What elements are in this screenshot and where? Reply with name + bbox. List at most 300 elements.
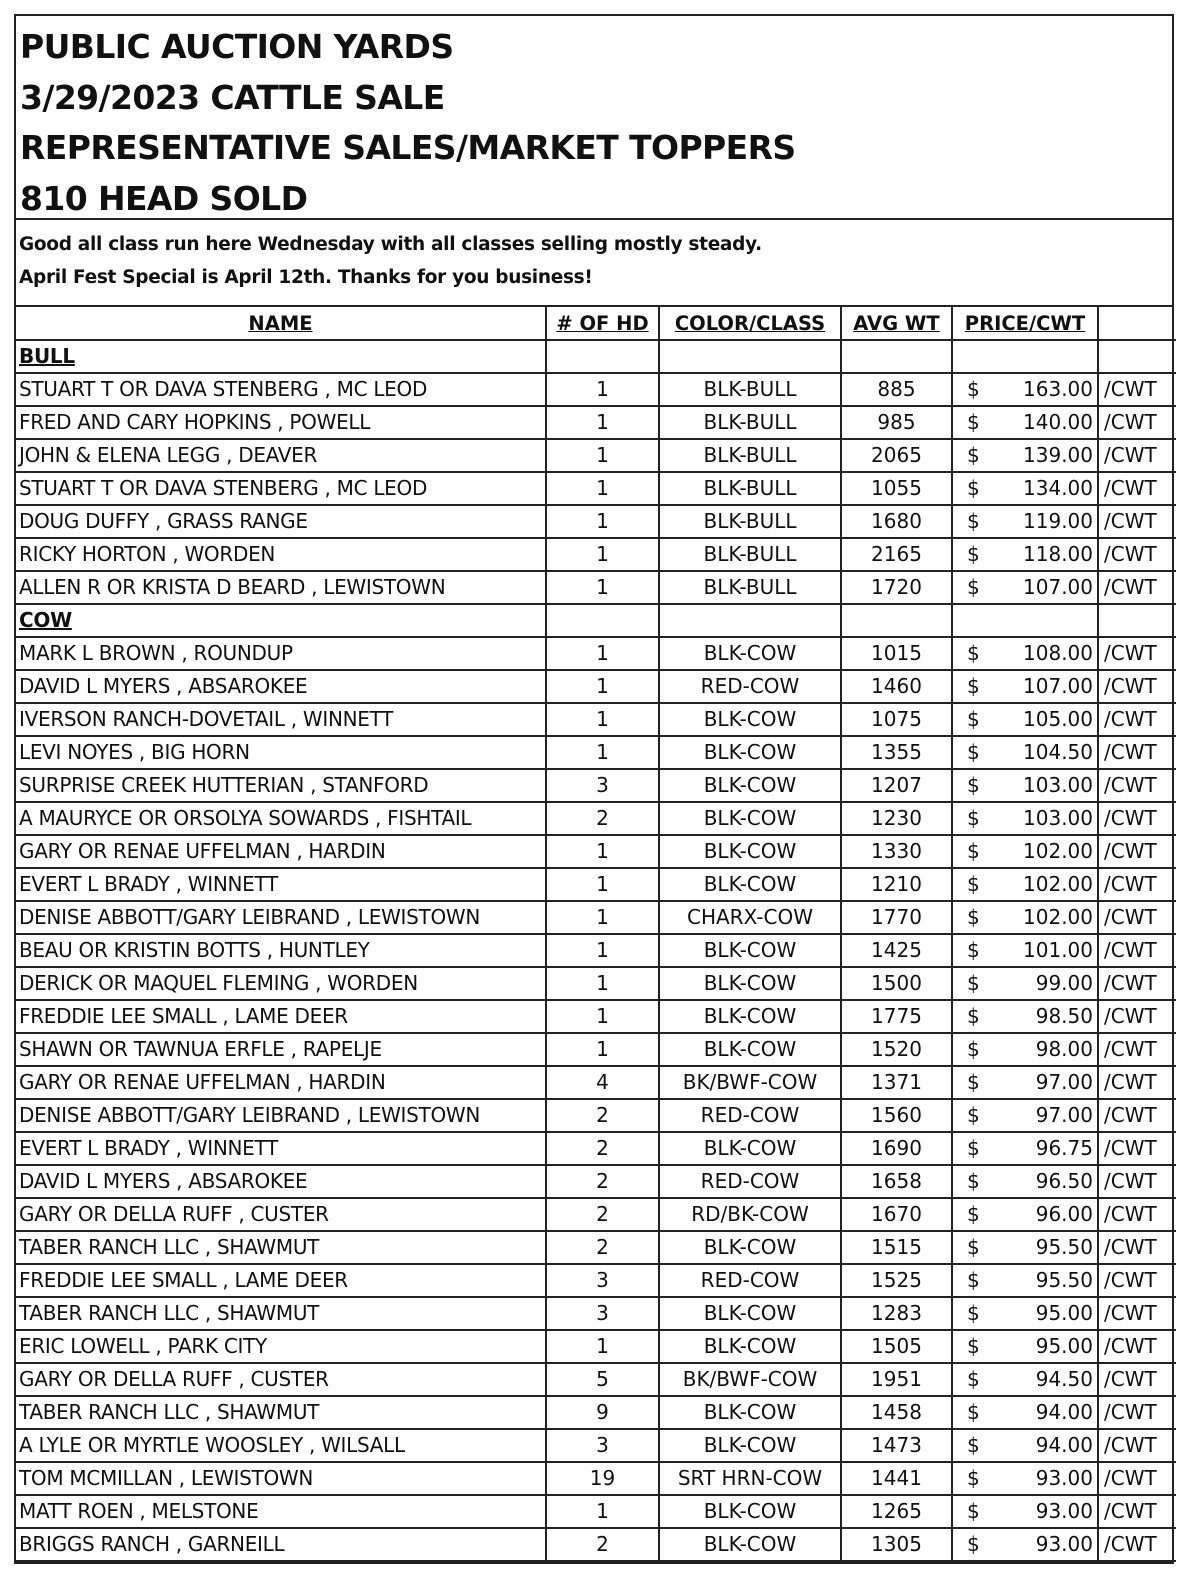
price-unit: /CWT (1098, 571, 1176, 604)
color-class: BLK-COW (659, 1231, 841, 1264)
table-row (16, 1000, 1176, 1033)
seller-name: JOHN & ELENA LEGG , DEAVER (16, 439, 546, 472)
head-count: 5 (546, 1363, 659, 1396)
table-row (16, 472, 1176, 505)
currency-symbol: $ (952, 1066, 996, 1099)
price-unit: /CWT (1098, 769, 1176, 802)
table-row (16, 1033, 1176, 1066)
price-unit: /CWT (1098, 1165, 1176, 1198)
table-row (16, 1363, 1176, 1396)
avg-weight: 985 (841, 406, 952, 439)
avg-weight: 1425 (841, 934, 952, 967)
color-class: RED-COW (659, 1099, 841, 1132)
price-unit: /CWT (1098, 1264, 1176, 1297)
seller-name: A MAURYCE OR ORSOLYA SOWARDS , FISHTAIL (16, 802, 546, 835)
price-unit: /CWT (1098, 703, 1176, 736)
head-count: 1 (546, 637, 659, 670)
table-row (16, 406, 1176, 439)
section-header-row (16, 340, 1176, 373)
price-value: 98.00 (996, 1033, 1098, 1066)
table-row (16, 505, 1176, 538)
currency-symbol: $ (952, 934, 996, 967)
price-value: 103.00 (996, 802, 1098, 835)
price-unit: /CWT (1098, 406, 1176, 439)
price-value: 93.00 (996, 1462, 1098, 1495)
price-value: 94.00 (996, 1396, 1098, 1429)
head-count: 1 (546, 373, 659, 406)
currency-symbol: $ (952, 571, 996, 604)
price-value: 95.50 (996, 1231, 1098, 1264)
price-value: 96.00 (996, 1198, 1098, 1231)
currency-symbol: $ (952, 1363, 996, 1396)
color-class: RED-COW (659, 670, 841, 703)
color-class: BLK-COW (659, 835, 841, 868)
currency-symbol: $ (952, 901, 996, 934)
sale-report-sheet (14, 14, 1174, 1564)
seller-name: TOM MCMILLAN , LEWISTOWN (16, 1462, 546, 1495)
empty-cell (659, 604, 841, 637)
column-header-head-count: # OF HD (546, 307, 659, 340)
price-unit: /CWT (1098, 1528, 1176, 1561)
report-title-block (16, 16, 1172, 220)
table-row (16, 670, 1176, 703)
price-unit: /CWT (1098, 967, 1176, 1000)
currency-symbol: $ (952, 1264, 996, 1297)
color-class: BLK-COW (659, 1297, 841, 1330)
color-class: BLK-BULL (659, 373, 841, 406)
table-row (16, 637, 1176, 670)
color-class: BLK-BULL (659, 439, 841, 472)
currency-symbol: $ (952, 439, 996, 472)
head-count: 1 (546, 1000, 659, 1033)
price-unit: /CWT (1098, 934, 1176, 967)
seller-name: MARK L BROWN , ROUNDUP (16, 637, 546, 670)
price-unit: /CWT (1098, 505, 1176, 538)
empty-cell (1098, 340, 1176, 373)
price-unit: /CWT (1098, 670, 1176, 703)
currency-symbol: $ (952, 736, 996, 769)
seller-name: FREDDIE LEE SMALL , LAME DEER (16, 1264, 546, 1297)
currency-symbol: $ (952, 769, 996, 802)
seller-name: DERICK OR MAQUEL FLEMING , WORDEN (16, 967, 546, 1000)
color-class: RED-COW (659, 1165, 841, 1198)
section-header-row (16, 604, 1176, 637)
price-unit: /CWT (1098, 1033, 1176, 1066)
avg-weight: 1505 (841, 1330, 952, 1363)
color-class: BLK-BULL (659, 538, 841, 571)
currency-symbol: $ (952, 1495, 996, 1528)
seller-name: DAVID L MYERS , ABSAROKEE (16, 1165, 546, 1198)
table-row (16, 1231, 1176, 1264)
head-count: 1 (546, 505, 659, 538)
color-class: BLK-COW (659, 1528, 841, 1561)
section-label: BULL (16, 340, 546, 373)
table-row (16, 1429, 1176, 1462)
price-unit: /CWT (1098, 1000, 1176, 1033)
price-value: 102.00 (996, 835, 1098, 868)
price-value: 94.00 (996, 1429, 1098, 1462)
section-label: COW (16, 604, 546, 637)
avg-weight: 1055 (841, 472, 952, 505)
column-header-color-class: COLOR/CLASS (659, 307, 841, 340)
currency-symbol: $ (952, 505, 996, 538)
price-value: 97.00 (996, 1066, 1098, 1099)
price-unit: /CWT (1098, 373, 1176, 406)
price-unit: /CWT (1098, 1132, 1176, 1165)
head-count: 19 (546, 1462, 659, 1495)
table-row (16, 1396, 1176, 1429)
price-value: 104.50 (996, 736, 1098, 769)
empty-cell (841, 604, 952, 637)
price-unit: /CWT (1098, 1297, 1176, 1330)
report-title-line: 3/29/2023 CATTLE SALE (20, 77, 445, 117)
price-value: 139.00 (996, 439, 1098, 472)
seller-name: SHAWN OR TAWNUA ERFLE , RAPELJE (16, 1033, 546, 1066)
price-unit: /CWT (1098, 736, 1176, 769)
color-class: BLK-COW (659, 802, 841, 835)
head-count: 1 (546, 967, 659, 1000)
price-unit: /CWT (1098, 1099, 1176, 1132)
currency-symbol: $ (952, 1132, 996, 1165)
price-unit: /CWT (1098, 1429, 1176, 1462)
table-row (16, 1066, 1176, 1099)
head-count: 1 (546, 934, 659, 967)
price-unit: /CWT (1098, 1363, 1176, 1396)
seller-name: MATT ROEN , MELSTONE (16, 1495, 546, 1528)
head-count: 2 (546, 802, 659, 835)
color-class: BLK-COW (659, 769, 841, 802)
price-value: 95.50 (996, 1264, 1098, 1297)
price-value: 105.00 (996, 703, 1098, 736)
head-count: 1 (546, 406, 659, 439)
seller-name: SURPRISE CREEK HUTTERIAN , STANFORD (16, 769, 546, 802)
price-value: 99.00 (996, 967, 1098, 1000)
price-value: 107.00 (996, 670, 1098, 703)
price-unit: /CWT (1098, 1330, 1176, 1363)
color-class: BLK-COW (659, 1396, 841, 1429)
price-value: 95.00 (996, 1297, 1098, 1330)
currency-symbol: $ (952, 1033, 996, 1066)
seller-name: EVERT L BRADY , WINNETT (16, 868, 546, 901)
avg-weight: 1670 (841, 1198, 952, 1231)
seller-name: GARY OR DELLA RUFF , CUSTER (16, 1363, 546, 1396)
table-row (16, 1132, 1176, 1165)
table-row (16, 736, 1176, 769)
table-row (16, 1495, 1176, 1528)
price-value: 97.00 (996, 1099, 1098, 1132)
avg-weight: 1720 (841, 571, 952, 604)
avg-weight: 1371 (841, 1066, 952, 1099)
table-row (16, 1165, 1176, 1198)
color-class: BLK-COW (659, 868, 841, 901)
table-row (16, 1264, 1176, 1297)
avg-weight: 1283 (841, 1297, 952, 1330)
price-unit: /CWT (1098, 439, 1176, 472)
color-class: BLK-BULL (659, 571, 841, 604)
price-value: 140.00 (996, 406, 1098, 439)
color-class: RED-COW (659, 1264, 841, 1297)
price-unit: /CWT (1098, 637, 1176, 670)
currency-symbol: $ (952, 703, 996, 736)
table-row (16, 802, 1176, 835)
avg-weight: 1500 (841, 967, 952, 1000)
seller-name: ERIC LOWELL , PARK CITY (16, 1330, 546, 1363)
currency-symbol: $ (952, 406, 996, 439)
price-value: 98.50 (996, 1000, 1098, 1033)
table-row (16, 868, 1176, 901)
avg-weight: 1458 (841, 1396, 952, 1429)
price-unit: /CWT (1098, 901, 1176, 934)
seller-name: GARY OR RENAE UFFELMAN , HARDIN (16, 1066, 546, 1099)
price-value: 118.00 (996, 538, 1098, 571)
head-count: 3 (546, 1297, 659, 1330)
head-count: 2 (546, 1099, 659, 1132)
currency-symbol: $ (952, 1231, 996, 1264)
currency-symbol: $ (952, 1528, 996, 1561)
seller-name: LEVI NOYES , BIG HORN (16, 736, 546, 769)
table-row (16, 835, 1176, 868)
report-title-line: 810 HEAD SOLD (20, 178, 308, 218)
color-class: BLK-BULL (659, 406, 841, 439)
seller-name: STUART T OR DAVA STENBERG , MC LEOD (16, 373, 546, 406)
market-note-line: Good all class run here Wednesday with all classes selling mostly steady. (19, 234, 762, 255)
head-count: 1 (546, 439, 659, 472)
empty-cell (952, 340, 1098, 373)
head-count: 9 (546, 1396, 659, 1429)
avg-weight: 1207 (841, 769, 952, 802)
avg-weight: 2165 (841, 538, 952, 571)
column-header-avg-weight: AVG WT (841, 307, 952, 340)
currency-symbol: $ (952, 1462, 996, 1495)
avg-weight: 885 (841, 373, 952, 406)
column-header-name: NAME (16, 307, 546, 340)
price-unit: /CWT (1098, 868, 1176, 901)
price-value: 102.00 (996, 868, 1098, 901)
head-count: 1 (546, 736, 659, 769)
market-note-line: April Fest Special is April 12th. Thanks for you business! (19, 267, 593, 288)
market-notes (16, 220, 1172, 307)
avg-weight: 1473 (841, 1429, 952, 1462)
avg-weight: 1520 (841, 1033, 952, 1066)
price-value: 102.00 (996, 901, 1098, 934)
table-row (16, 934, 1176, 967)
color-class: BLK-COW (659, 736, 841, 769)
price-value: 93.00 (996, 1528, 1098, 1561)
price-value: 95.00 (996, 1330, 1098, 1363)
avg-weight: 1230 (841, 802, 952, 835)
avg-weight: 1355 (841, 736, 952, 769)
avg-weight: 1075 (841, 703, 952, 736)
avg-weight: 1305 (841, 1528, 952, 1561)
table-row (16, 769, 1176, 802)
seller-name: DENISE ABBOTT/GARY LEIBRAND , LEWISTOWN (16, 901, 546, 934)
color-class: BLK-COW (659, 1132, 841, 1165)
avg-weight: 1015 (841, 637, 952, 670)
price-unit: /CWT (1098, 1396, 1176, 1429)
color-class: BLK-COW (659, 1429, 841, 1462)
report-title-line: REPRESENTATIVE SALES/MARKET TOPPERS (20, 128, 796, 167)
table-row (16, 1198, 1176, 1231)
color-class: BLK-COW (659, 1495, 841, 1528)
avg-weight: 1441 (841, 1462, 952, 1495)
price-unit: /CWT (1098, 538, 1176, 571)
price-unit: /CWT (1098, 835, 1176, 868)
seller-name: FRED AND CARY HOPKINS , POWELL (16, 406, 546, 439)
currency-symbol: $ (952, 1198, 996, 1231)
head-count: 2 (546, 1231, 659, 1264)
price-unit: /CWT (1098, 1462, 1176, 1495)
price-value: 93.00 (996, 1495, 1098, 1528)
head-count: 3 (546, 1429, 659, 1462)
head-count: 2 (546, 1198, 659, 1231)
avg-weight: 1951 (841, 1363, 952, 1396)
avg-weight: 1525 (841, 1264, 952, 1297)
price-value: 96.50 (996, 1165, 1098, 1198)
price-value: 94.50 (996, 1363, 1098, 1396)
empty-cell (952, 604, 1098, 637)
avg-weight: 1775 (841, 1000, 952, 1033)
price-unit: /CWT (1098, 1495, 1176, 1528)
seller-name: TABER RANCH LLC , SHAWMUT (16, 1297, 546, 1330)
empty-cell (1098, 604, 1176, 637)
sales-table (16, 307, 1176, 1562)
head-count: 1 (546, 1330, 659, 1363)
column-header-unit (1098, 307, 1176, 340)
avg-weight: 1330 (841, 835, 952, 868)
price-value: 96.75 (996, 1132, 1098, 1165)
currency-symbol: $ (952, 1000, 996, 1033)
currency-symbol: $ (952, 1099, 996, 1132)
head-count: 3 (546, 769, 659, 802)
color-class: RD/BK-COW (659, 1198, 841, 1231)
avg-weight: 1460 (841, 670, 952, 703)
seller-name: EVERT L BRADY , WINNETT (16, 1132, 546, 1165)
price-value: 101.00 (996, 934, 1098, 967)
price-value: 119.00 (996, 505, 1098, 538)
empty-cell (841, 340, 952, 373)
color-class: CHARX-COW (659, 901, 841, 934)
head-count: 1 (546, 538, 659, 571)
color-class: SRT HRN-COW (659, 1462, 841, 1495)
currency-symbol: $ (952, 637, 996, 670)
head-count: 1 (546, 571, 659, 604)
head-count: 1 (546, 901, 659, 934)
currency-symbol: $ (952, 967, 996, 1000)
currency-symbol: $ (952, 835, 996, 868)
seller-name: TABER RANCH LLC , SHAWMUT (16, 1396, 546, 1429)
price-unit: /CWT (1098, 802, 1176, 835)
table-row (16, 1099, 1176, 1132)
table-header-row (16, 307, 1176, 340)
column-header-price: PRICE/CWT (952, 307, 1098, 340)
color-class: BLK-COW (659, 967, 841, 1000)
avg-weight: 1658 (841, 1165, 952, 1198)
table-row (16, 1330, 1176, 1363)
price-value: 134.00 (996, 472, 1098, 505)
head-count: 1 (546, 868, 659, 901)
price-value: 108.00 (996, 637, 1098, 670)
seller-name: ALLEN R OR KRISTA D BEARD , LEWISTOWN (16, 571, 546, 604)
table-row (16, 571, 1176, 604)
seller-name: A LYLE OR MYRTLE WOOSLEY , WILSALL (16, 1429, 546, 1462)
color-class: BLK-COW (659, 1330, 841, 1363)
price-unit: /CWT (1098, 1198, 1176, 1231)
avg-weight: 1770 (841, 901, 952, 934)
price-value: 163.00 (996, 373, 1098, 406)
avg-weight: 1265 (841, 1495, 952, 1528)
price-value: 103.00 (996, 769, 1098, 802)
price-unit: /CWT (1098, 472, 1176, 505)
head-count: 2 (546, 1165, 659, 1198)
table-row (16, 1528, 1176, 1561)
table-row (16, 703, 1176, 736)
table-row (16, 1297, 1176, 1330)
head-count: 1 (546, 1033, 659, 1066)
head-count: 2 (546, 1132, 659, 1165)
report-title-line: PUBLIC AUCTION YARDS (20, 27, 454, 66)
color-class: BLK-BULL (659, 505, 841, 538)
currency-symbol: $ (952, 868, 996, 901)
table-row (16, 538, 1176, 571)
empty-cell (659, 340, 841, 373)
color-class: BK/BWF-COW (659, 1363, 841, 1396)
seller-name: RICKY HORTON , WORDEN (16, 538, 546, 571)
color-class: BLK-COW (659, 1000, 841, 1033)
head-count: 1 (546, 1495, 659, 1528)
currency-symbol: $ (952, 1330, 996, 1363)
head-count: 1 (546, 670, 659, 703)
seller-name: BRIGGS RANCH , GARNEILL (16, 1528, 546, 1561)
head-count: 1 (546, 703, 659, 736)
seller-name: FREDDIE LEE SMALL , LAME DEER (16, 1000, 546, 1033)
seller-name: IVERSON RANCH-DOVETAIL , WINNETT (16, 703, 546, 736)
currency-symbol: $ (952, 1429, 996, 1462)
table-row (16, 967, 1176, 1000)
currency-symbol: $ (952, 670, 996, 703)
seller-name: DENISE ABBOTT/GARY LEIBRAND , LEWISTOWN (16, 1099, 546, 1132)
seller-name: DAVID L MYERS , ABSAROKEE (16, 670, 546, 703)
avg-weight: 2065 (841, 439, 952, 472)
seller-name: GARY OR RENAE UFFELMAN , HARDIN (16, 835, 546, 868)
color-class: BLK-COW (659, 637, 841, 670)
price-unit: /CWT (1098, 1066, 1176, 1099)
seller-name: GARY OR DELLA RUFF , CUSTER (16, 1198, 546, 1231)
color-class: BLK-BULL (659, 472, 841, 505)
avg-weight: 1560 (841, 1099, 952, 1132)
avg-weight: 1515 (841, 1231, 952, 1264)
currency-symbol: $ (952, 802, 996, 835)
seller-name: BEAU OR KRISTIN BOTTS , HUNTLEY (16, 934, 546, 967)
currency-symbol: $ (952, 1396, 996, 1429)
seller-name: TABER RANCH LLC , SHAWMUT (16, 1231, 546, 1264)
color-class: BLK-COW (659, 703, 841, 736)
currency-symbol: $ (952, 373, 996, 406)
head-count: 2 (546, 1528, 659, 1561)
price-value: 107.00 (996, 571, 1098, 604)
table-row (16, 439, 1176, 472)
color-class: BK/BWF-COW (659, 1066, 841, 1099)
head-count: 1 (546, 472, 659, 505)
head-count: 4 (546, 1066, 659, 1099)
currency-symbol: $ (952, 472, 996, 505)
seller-name: STUART T OR DAVA STENBERG , MC LEOD (16, 472, 546, 505)
currency-symbol: $ (952, 1297, 996, 1330)
currency-symbol: $ (952, 538, 996, 571)
head-count: 3 (546, 1264, 659, 1297)
empty-cell (546, 604, 659, 637)
seller-name: DOUG DUFFY , GRASS RANGE (16, 505, 546, 538)
empty-cell (546, 340, 659, 373)
